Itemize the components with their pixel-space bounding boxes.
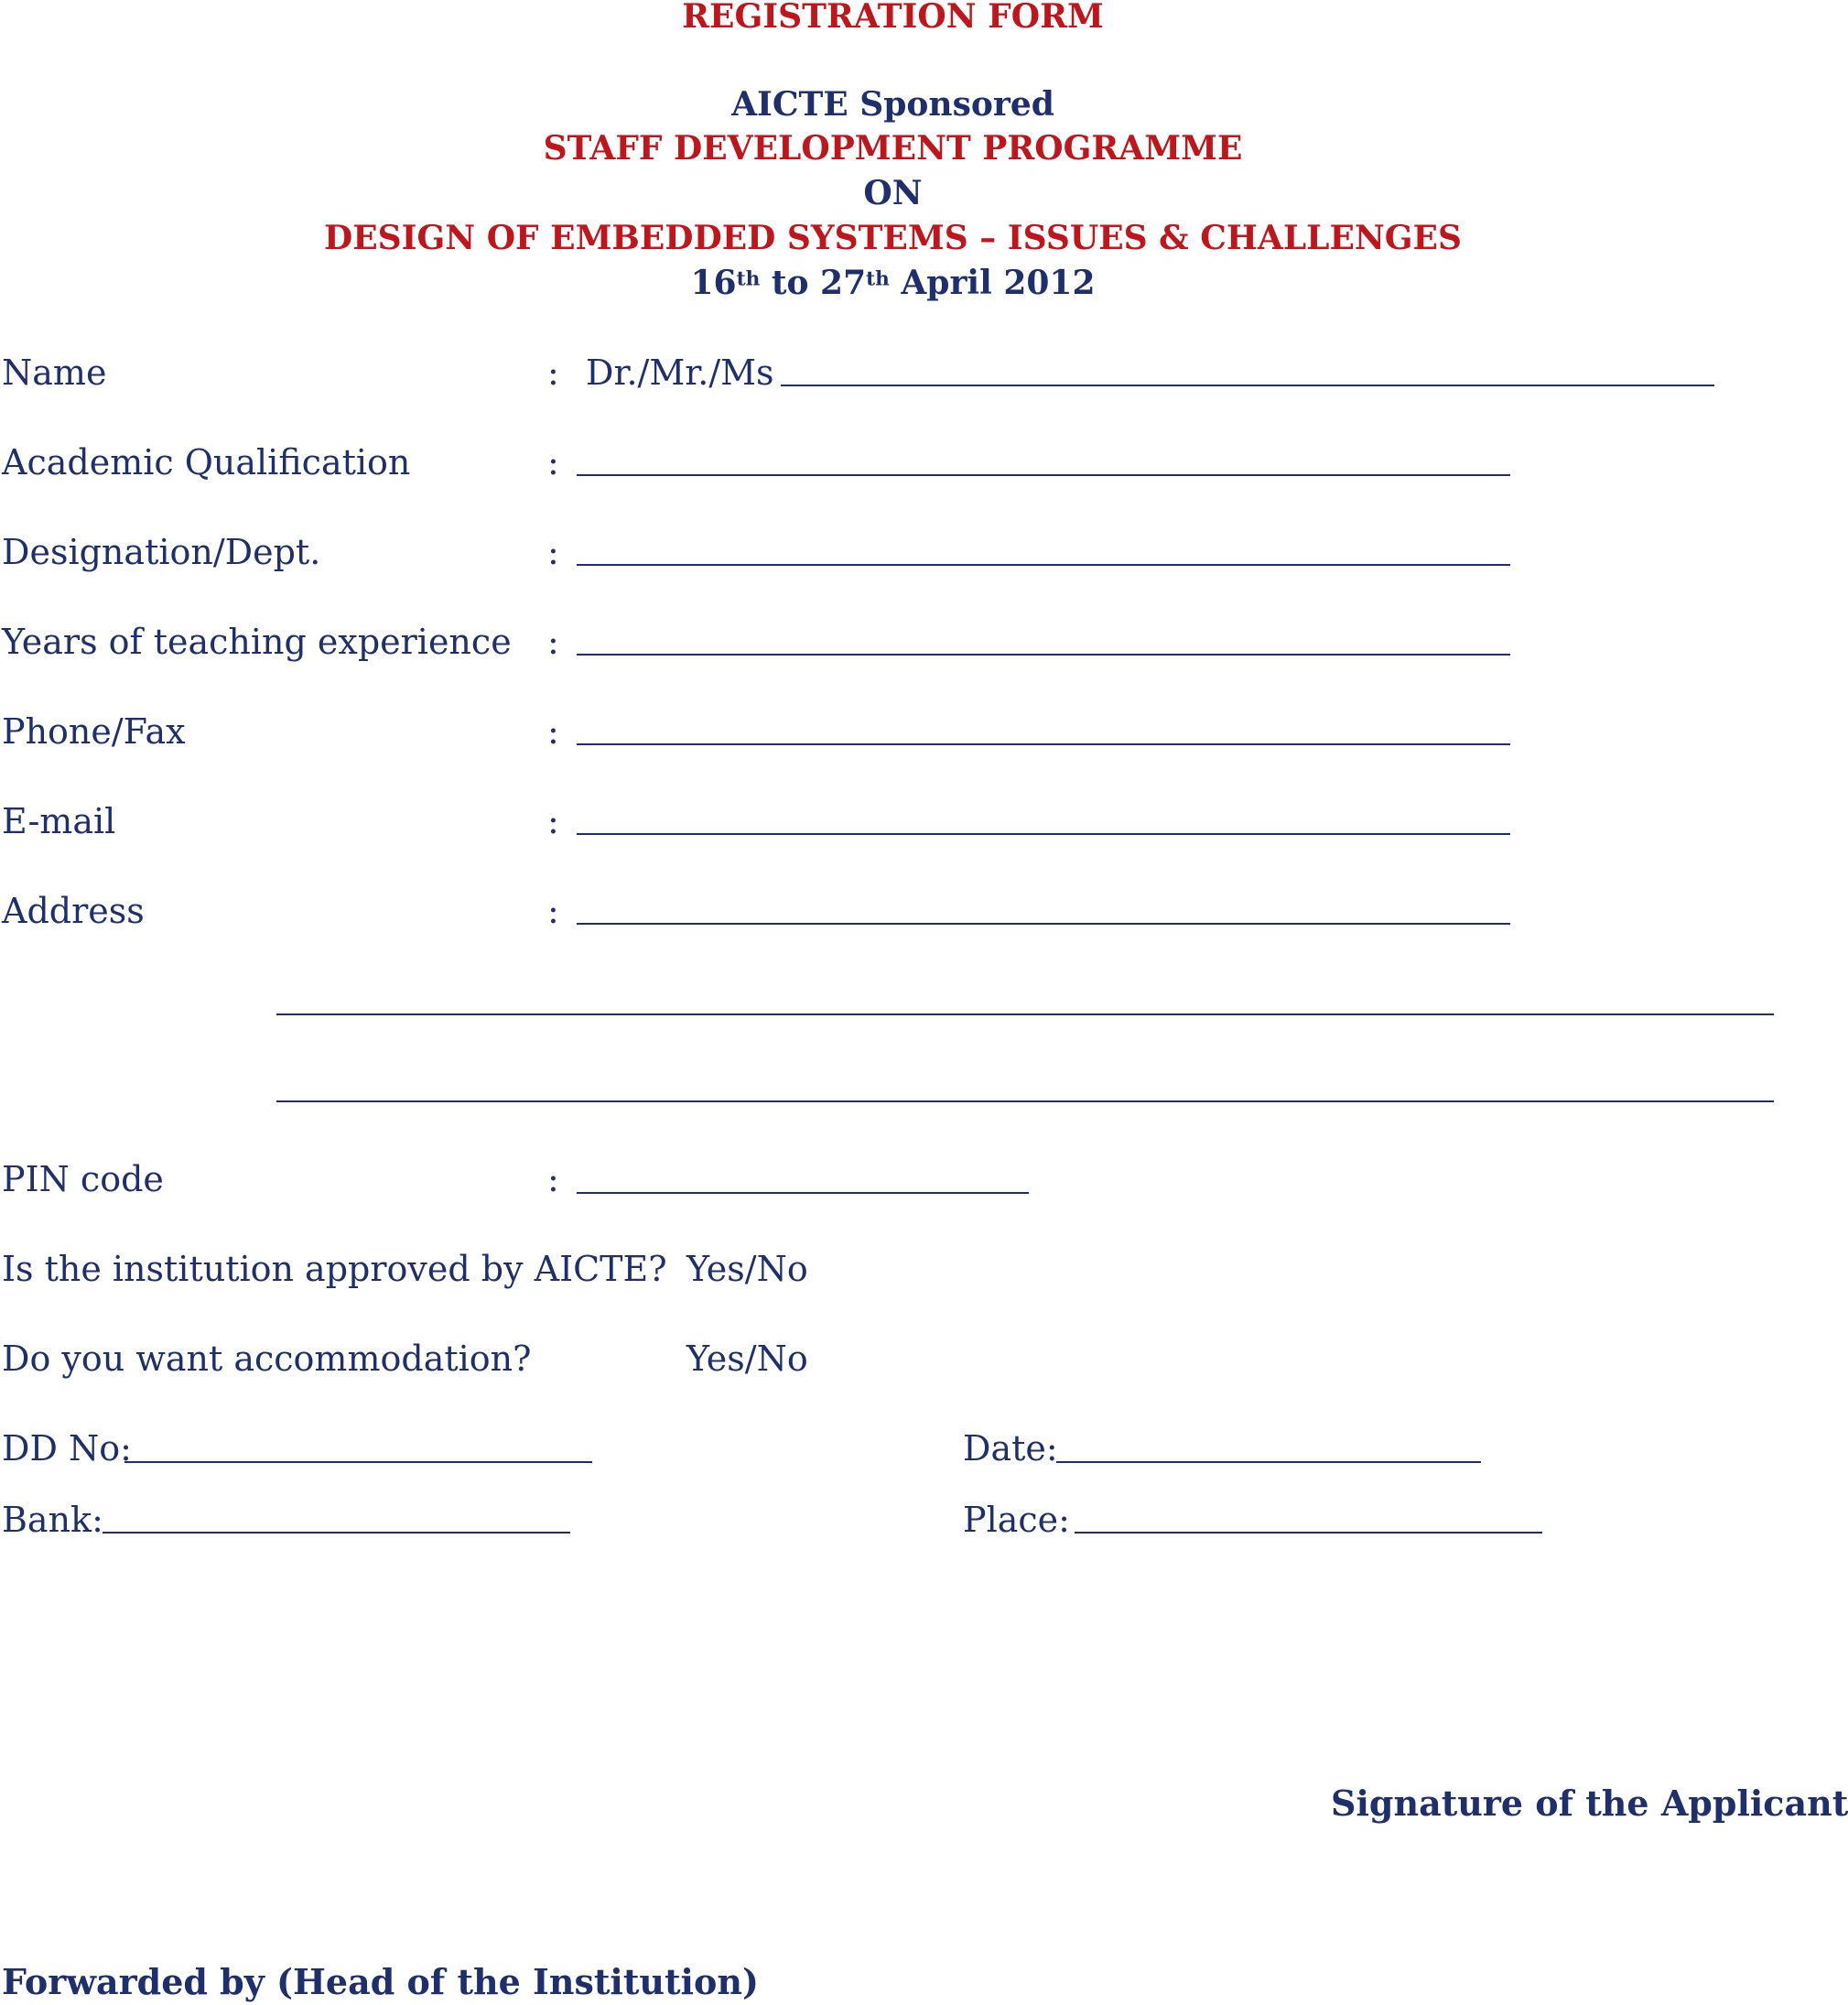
address-field-line-2[interactable] — [276, 1013, 1774, 1015]
phone-colon: : — [547, 711, 559, 752]
qualification-colon: : — [547, 442, 559, 482]
programme-line: STAFF DEVELOPMENT PROGRAMME — [543, 129, 1243, 168]
date-label: Date: — [963, 1428, 1058, 1469]
form-title: REGISTRATION FORM — [682, 0, 1104, 36]
dates-line — [0, 264, 1786, 302]
name-field[interactable] — [781, 385, 1714, 386]
place-field[interactable] — [1075, 1532, 1542, 1534]
phone-field[interactable] — [577, 743, 1510, 745]
end-day: 27 — [820, 264, 867, 302]
name-label: Name — [2, 352, 107, 393]
experience-field[interactable] — [577, 654, 1510, 656]
sponsor-line: AICTE Sponsored — [731, 85, 1054, 124]
on-line: ON — [863, 174, 923, 212]
accommodation-options[interactable]: Yes/No — [686, 1338, 808, 1379]
date-field[interactable] — [1056, 1461, 1481, 1463]
address-label: Address — [2, 891, 145, 931]
bank-label: Bank: — [2, 1500, 103, 1540]
email-colon: : — [547, 801, 559, 841]
designation-field[interactable] — [577, 564, 1510, 566]
aicte-question: Is the institution approved by AICTE? — [2, 1249, 667, 1289]
dd-no-field[interactable] — [124, 1461, 592, 1463]
start-day-suffix: th — [736, 267, 761, 291]
email-label: E-mail — [2, 801, 116, 841]
designation-colon: : — [547, 532, 559, 572]
end-day-suffix: th — [866, 267, 890, 291]
qualification-field[interactable] — [577, 474, 1510, 476]
dates-to: to — [771, 264, 809, 302]
dates-month-year: April 2012 — [901, 264, 1096, 302]
phone-label: Phone/Fax — [2, 711, 186, 752]
topic-line: DESIGN OF EMBEDDED SYSTEMS – ISSUES & CHALLENGES — [324, 219, 1462, 257]
experience-label: Years of teaching experience — [2, 622, 512, 662]
designation-label: Designation/Dept. — [2, 532, 321, 572]
experience-colon: : — [547, 622, 559, 662]
bank-field[interactable] — [103, 1532, 570, 1534]
forwarded-by-label: Forwarded by (Head of the Institution) — [2, 1961, 759, 2002]
aicte-options[interactable]: Yes/No — [686, 1249, 808, 1289]
pin-label: PIN code — [2, 1159, 164, 1199]
start-day: 16 — [690, 264, 737, 302]
name-colon: : — [547, 352, 559, 393]
address-field-line-1[interactable] — [577, 923, 1510, 925]
pin-colon: : — [547, 1159, 559, 1199]
email-field[interactable] — [577, 833, 1510, 835]
place-label: Place: — [963, 1500, 1070, 1540]
qualification-label: Academic Qualification — [2, 442, 411, 482]
dd-no-label: DD No: — [2, 1428, 132, 1469]
pin-field[interactable] — [577, 1192, 1029, 1194]
address-colon: : — [547, 891, 559, 931]
name-title-options: Dr./Mr./Ms — [586, 352, 774, 393]
address-field-line-3[interactable] — [276, 1100, 1774, 1102]
signature-label: Signature of the Applicant — [1331, 1783, 1848, 1824]
accommodation-question: Do you want accommodation? — [2, 1338, 532, 1379]
